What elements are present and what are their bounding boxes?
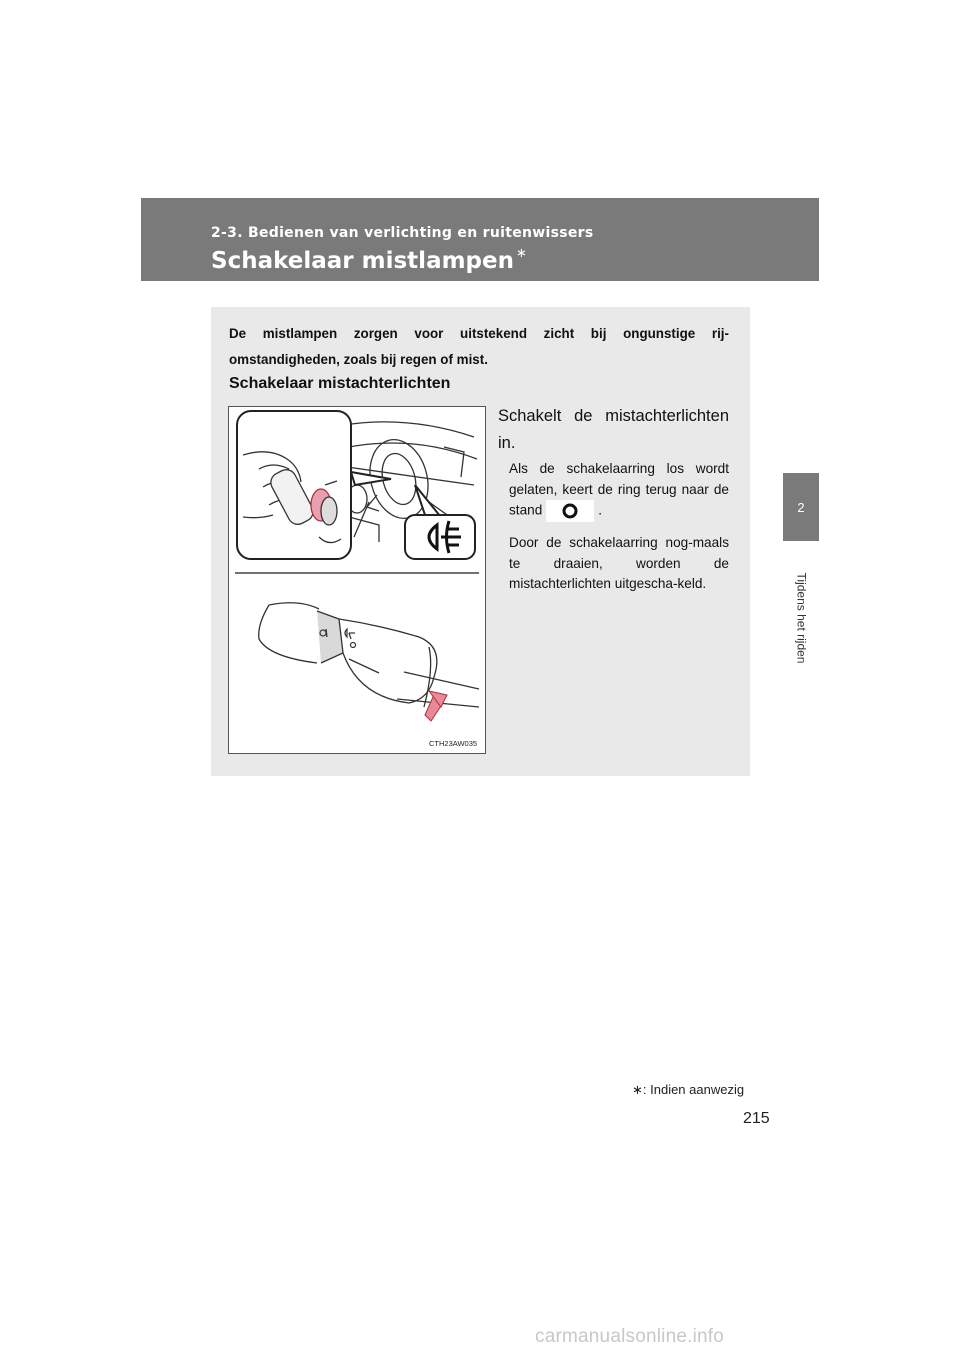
page-title	[211, 248, 527, 274]
chapter-number: 2	[797, 499, 805, 515]
page-number: 215	[743, 1110, 770, 1127]
note-release	[509, 459, 729, 522]
content-box	[211, 307, 750, 776]
figure-code: CTH23AW035	[429, 739, 478, 748]
lever-sketch	[259, 603, 479, 707]
page-title-text: Schakelaar mistlampen	[211, 248, 514, 274]
fog-symbol-callout-frame	[405, 515, 475, 559]
chapter-label: Tijdens het rijden	[794, 572, 808, 664]
note-release-text: Als de schakelaarring los wordt gelaten, keert de ring terug naar de stand	[509, 461, 729, 518]
chapter-label-container	[783, 548, 819, 688]
footnote: ∗: Indien aanwezig	[632, 1082, 745, 1097]
off-position-icon	[546, 500, 594, 522]
subheading: Schakelaar mistachterlichten	[229, 375, 451, 392]
intro-text: De mistlampen zorgen voor uitstekend zicht bij ongunstige rij-omstandigheden, zoals bij regen of mist.	[229, 326, 729, 367]
note-release-end: .	[598, 502, 603, 518]
header-band	[141, 198, 819, 281]
watermark: carmanualsonline.info	[535, 1326, 725, 1347]
section-label: 2-3. Bedienen van verlichting en ruitenwissers	[211, 225, 594, 241]
illustration-drawing	[229, 407, 485, 753]
fog-switch-illustration	[228, 406, 486, 754]
note-turn-again: Door de schakelaarring nog-maals te draaien, worden de mistachterlichten uitgescha-keld.	[509, 535, 729, 591]
title-asterisk: ∗	[516, 246, 527, 261]
chapter-tab	[783, 473, 819, 541]
lead-text: Schakelt de mistachterlichten in.	[498, 407, 729, 452]
